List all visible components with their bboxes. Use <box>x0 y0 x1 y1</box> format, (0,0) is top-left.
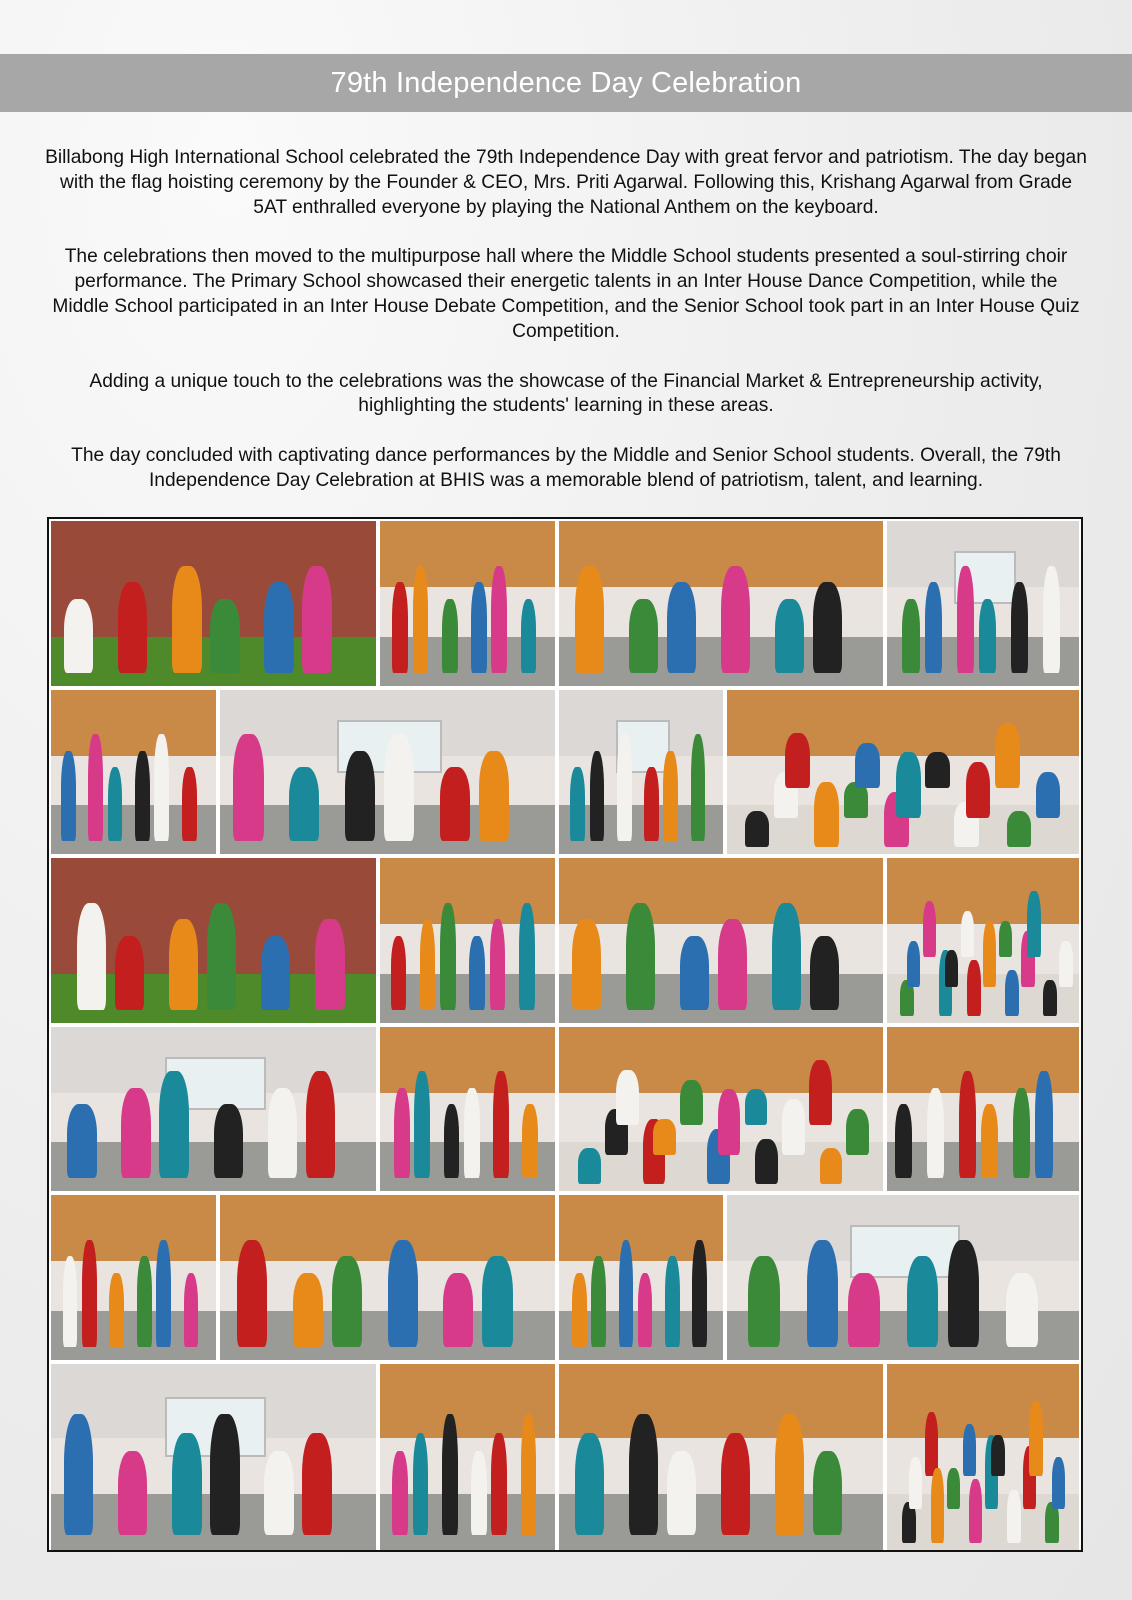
person-figure <box>909 1457 922 1509</box>
person-figure <box>522 1104 538 1178</box>
person-figure <box>1052 1457 1065 1509</box>
paragraph-hall-events: The celebrations then moved to the multipurpose hall where the Middle School students presented a soul-stirring choir performance. The Primary School showcased their energetic talents in an Inter House Dance Competition, while the Middle School participated in an Inter House Debate Competition, and the Senior School took part in an Inter House Quiz Competition. <box>52 246 1080 342</box>
person-figure <box>63 1256 78 1347</box>
person-figure <box>907 941 920 987</box>
person-figure <box>999 921 1012 957</box>
person-figure <box>1005 970 1018 1016</box>
person-figure <box>1006 1273 1038 1347</box>
person-figure <box>667 1451 696 1535</box>
person-figure <box>154 734 169 841</box>
person-figure <box>755 1139 778 1185</box>
paragraph-financial-market: Adding a unique touch to the celebrations was the showcase of the Financial Market & Entrepreneurship activity, highlighting the students' learning in these areas. <box>89 370 1043 417</box>
audience-photo <box>725 688 1081 856</box>
photo-background <box>51 690 216 756</box>
person-figure <box>923 901 936 957</box>
primary-dance-photo <box>557 519 885 688</box>
person-figure <box>482 1256 512 1347</box>
person-figure <box>210 1414 239 1535</box>
audience-photo-3 <box>557 1025 885 1193</box>
person-figure <box>521 1414 537 1535</box>
person-figure <box>718 1089 741 1155</box>
audience-photo-4 <box>885 1362 1081 1552</box>
person-figure <box>570 767 585 841</box>
person-figure <box>121 1088 150 1178</box>
person-figure <box>813 582 842 673</box>
person-figure <box>214 1104 243 1178</box>
person-figure <box>471 1451 487 1535</box>
photo-background <box>559 858 883 924</box>
person-figure <box>264 1451 293 1535</box>
band-performance-photo <box>49 1025 378 1193</box>
person-figure <box>442 1414 458 1535</box>
person-figure <box>575 1433 604 1535</box>
person-figure <box>991 1435 1004 1476</box>
photo-background <box>559 521 883 587</box>
person-figure <box>814 782 839 848</box>
audience-photo-2 <box>885 856 1081 1025</box>
choir-stage-photo <box>557 1362 885 1552</box>
person-figure <box>961 911 974 957</box>
person-figure <box>108 767 123 841</box>
person-figure <box>578 1148 601 1184</box>
person-figure <box>1027 891 1040 957</box>
keyboard-anthem-photo <box>378 856 557 1025</box>
person-figure <box>948 1240 980 1347</box>
person-figure <box>394 1088 410 1178</box>
person-figure <box>572 919 601 1010</box>
person-figure <box>638 1273 653 1347</box>
keyboard-stage-photo <box>378 1362 557 1552</box>
person-figure <box>414 1071 430 1178</box>
person-figure <box>966 762 991 818</box>
person-figure <box>848 1273 880 1347</box>
person-figure <box>721 1433 750 1535</box>
person-figure <box>479 751 509 841</box>
person-figure <box>169 919 198 1010</box>
person-figure <box>619 1240 634 1347</box>
person-figure <box>491 1433 507 1535</box>
person-figure <box>745 1089 768 1125</box>
person-figure <box>293 1273 323 1347</box>
person-figure <box>440 903 456 1010</box>
person-figure <box>1011 582 1028 673</box>
courtyard-parade-photo <box>49 856 378 1025</box>
person-figure <box>159 1071 188 1178</box>
person-figure <box>590 751 605 841</box>
person-figure <box>233 734 263 841</box>
person-figure <box>1035 1071 1052 1178</box>
flag-dance-photo <box>218 688 557 856</box>
person-figure <box>521 599 537 673</box>
video-screen-photo <box>885 519 1081 688</box>
person-figure <box>667 582 696 673</box>
person-figure <box>306 1071 335 1178</box>
photo-background <box>559 1027 883 1093</box>
person-figure <box>67 1104 96 1178</box>
person-figure <box>135 751 150 841</box>
person-figure <box>261 936 290 1010</box>
speaker-mic-photo <box>557 1193 725 1362</box>
person-figure <box>413 566 429 673</box>
person-figure <box>384 734 414 841</box>
person-figure <box>772 903 801 1010</box>
person-figure <box>493 1071 509 1178</box>
person-figure <box>896 752 921 818</box>
person-figure <box>391 936 407 1010</box>
person-figure <box>61 751 76 841</box>
person-figure <box>302 1433 331 1535</box>
person-figure <box>983 921 996 987</box>
title-banner <box>0 54 1132 112</box>
person-figure <box>721 566 750 673</box>
person-figure <box>442 599 458 673</box>
person-figure <box>820 1148 843 1184</box>
pompom-dance-photo <box>557 856 885 1025</box>
person-figure <box>315 919 344 1010</box>
choir-photo <box>378 519 557 688</box>
group-dance-photo <box>725 1193 1081 1362</box>
person-figure <box>591 1256 606 1347</box>
person-figure <box>680 936 709 1010</box>
photo-background <box>727 690 1079 756</box>
person-figure <box>1029 1401 1042 1475</box>
photo-background <box>51 1195 216 1261</box>
person-figure <box>88 734 103 841</box>
person-figure <box>1059 941 1072 987</box>
person-figure <box>629 599 658 673</box>
person-figure <box>392 582 408 673</box>
debate-podium-photo <box>49 688 218 856</box>
person-figure <box>413 1433 429 1535</box>
person-figure <box>420 919 436 1010</box>
person-figure <box>809 1060 832 1126</box>
person-figure <box>182 767 197 841</box>
person-figure <box>931 1468 944 1542</box>
person-figure <box>64 1414 93 1535</box>
person-figure <box>969 1479 982 1542</box>
person-figure <box>302 566 331 673</box>
person-figure <box>616 1070 639 1126</box>
person-figure <box>925 752 950 788</box>
person-figure <box>464 1088 480 1178</box>
paragraph-intro: Billabong High International School celebrated the 79th Independence Day with great fervor and patriotism. The day began with the flag hoisting ceremony by the Founder & CEO, Mrs. Priti Agarwal. Following this, Krishang Agarwal from Grade 5AT enthralled everyone by playing the National Anthem on the keyboard. <box>45 147 1087 218</box>
person-figure <box>118 1451 147 1535</box>
quiz-speakers-photo <box>885 1025 1081 1193</box>
person-figure <box>1007 811 1032 847</box>
photo-background <box>380 1027 555 1093</box>
person-figure <box>644 767 659 841</box>
person-figure <box>925 582 942 673</box>
photo-background <box>220 1195 555 1261</box>
photo-background <box>380 521 555 587</box>
person-figure <box>963 1424 976 1476</box>
debate-banner-photo <box>218 1193 557 1362</box>
person-figure <box>332 1256 362 1347</box>
paragraph-conclusion: The day concluded with captivating dance performances by the Middle and Senior School students. Overall, the 79th Independence Day Celebration at BHIS was a memorable blend of patriotism, talent, and learning. <box>71 445 1061 491</box>
photo-background <box>887 1364 1079 1438</box>
person-figure <box>665 1256 680 1347</box>
page-title: 79th Independence Day Celebration <box>330 66 802 99</box>
person-figure <box>653 1119 676 1155</box>
person-figure <box>172 1433 201 1535</box>
person-figure <box>210 599 239 673</box>
person-figure <box>979 599 996 673</box>
person-figure <box>64 599 93 673</box>
person-figure <box>237 1240 267 1347</box>
person-figure <box>443 1273 473 1347</box>
person-figure <box>519 903 535 1010</box>
person-figure <box>156 1240 171 1347</box>
person-figure <box>967 960 980 1016</box>
person-figure <box>895 1104 912 1178</box>
person-figure <box>813 1451 842 1535</box>
person-figure <box>629 1414 658 1535</box>
person-figure <box>927 1088 944 1178</box>
person-figure <box>137 1256 152 1347</box>
person-figure <box>810 936 839 1010</box>
person-figure <box>118 582 147 673</box>
photo-background <box>559 1364 883 1438</box>
person-figure <box>748 1256 780 1347</box>
person-figure <box>626 903 655 1010</box>
person-figure <box>471 582 487 673</box>
person-figure <box>957 566 974 673</box>
person-figure <box>77 903 106 1010</box>
person-figure <box>617 734 632 841</box>
person-figure <box>680 1080 703 1126</box>
article-body <box>44 146 1088 519</box>
person-figure <box>440 767 470 841</box>
person-figure <box>184 1273 199 1347</box>
person-figure <box>785 733 810 789</box>
photo-collage <box>47 517 1083 1552</box>
person-figure <box>775 1414 804 1535</box>
person-figure <box>388 1240 418 1347</box>
photo-background <box>887 858 1079 924</box>
person-figure <box>907 1256 939 1347</box>
person-figure <box>1013 1088 1030 1178</box>
person-figure <box>782 1099 805 1155</box>
person-figure <box>109 1273 124 1347</box>
person-figure <box>775 599 804 673</box>
floor-dance-photo <box>49 1362 378 1552</box>
person-figure <box>172 566 201 673</box>
person-figure <box>264 582 293 673</box>
person-figure <box>945 950 958 986</box>
person-figure <box>289 767 319 841</box>
person-figure <box>490 919 506 1010</box>
person-figure <box>855 743 880 789</box>
person-figure <box>392 1451 408 1535</box>
dance-solo-photo <box>557 688 725 856</box>
person-figure <box>959 1071 976 1178</box>
person-figure <box>902 599 919 673</box>
person-figure <box>469 936 485 1010</box>
person-figure <box>572 1273 587 1347</box>
person-figure <box>491 566 507 673</box>
person-figure <box>1043 980 1056 1016</box>
band-closeup-photo <box>49 1193 218 1362</box>
person-figure <box>444 1104 460 1178</box>
person-figure <box>663 751 678 841</box>
person-figure <box>82 1240 97 1347</box>
person-figure <box>575 566 604 673</box>
person-figure <box>846 1109 869 1155</box>
person-figure <box>925 1412 938 1475</box>
person-figure <box>995 723 1020 789</box>
projector-screen <box>850 1225 960 1279</box>
person-figure <box>268 1088 297 1178</box>
person-figure <box>1043 566 1060 673</box>
person-figure <box>947 1468 960 1509</box>
person-figure <box>345 751 375 841</box>
person-figure <box>692 1240 707 1347</box>
flag-hoisting-photo <box>49 519 378 688</box>
debate-speakers-photo <box>378 1025 557 1193</box>
person-figure <box>745 811 770 847</box>
person-figure <box>1007 1490 1020 1542</box>
person-figure <box>981 1104 998 1178</box>
person-figure <box>115 936 144 1010</box>
person-figure <box>691 734 706 841</box>
person-figure <box>207 903 236 1010</box>
person-figure <box>807 1240 839 1347</box>
person-figure <box>1036 772 1061 818</box>
person-figure <box>718 919 747 1010</box>
